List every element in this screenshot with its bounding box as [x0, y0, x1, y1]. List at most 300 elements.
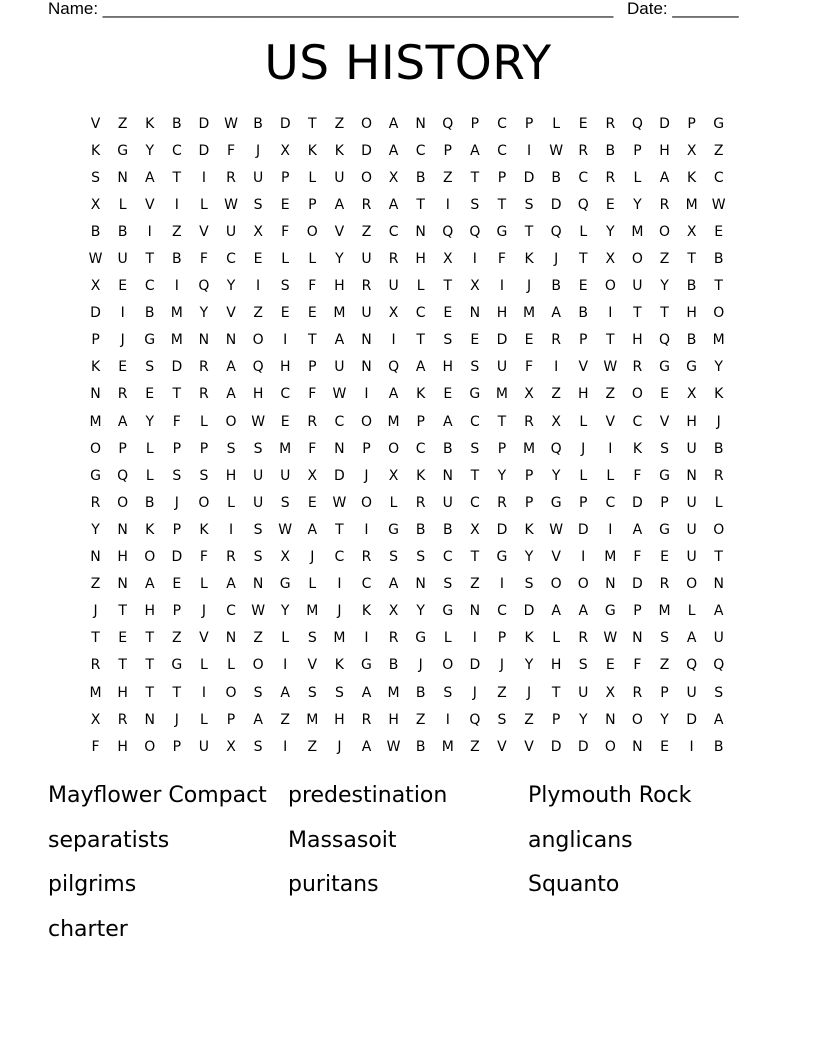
- grid-letter: G: [442, 603, 454, 620]
- grid-letter: W: [549, 521, 564, 538]
- grid-letter: Y: [524, 657, 534, 674]
- grid-letter: T: [687, 251, 696, 268]
- grid-letter: D: [632, 576, 643, 593]
- grid-letter: K: [90, 359, 101, 376]
- grid-letter: I: [608, 305, 613, 322]
- grid-letter: A: [442, 413, 453, 430]
- grid-letter: W: [278, 521, 293, 538]
- grid-letter: W: [251, 413, 266, 430]
- grid-letter: I: [201, 169, 206, 186]
- grid-letter: E: [280, 413, 290, 430]
- grid-letter: X: [551, 413, 561, 430]
- grid-letter: D: [523, 603, 535, 620]
- grid-letter: X: [470, 278, 480, 295]
- grid-letter: M: [306, 603, 319, 620]
- grid-letter: X: [442, 251, 453, 268]
- grid-letter: A: [415, 359, 426, 376]
- grid-letter: N: [713, 576, 724, 593]
- grid-letter: K: [334, 657, 344, 674]
- grid-letter: L: [714, 494, 723, 511]
- grid-letter: T: [524, 223, 534, 240]
- grid-letter: I: [472, 630, 477, 647]
- grid-letter: E: [172, 576, 182, 593]
- grid-letter: K: [714, 386, 724, 403]
- grid-letter: N: [469, 603, 481, 620]
- grid-letter: J: [310, 549, 315, 566]
- grid-letter: F: [226, 142, 236, 159]
- grid-letter: L: [606, 467, 615, 484]
- grid-letter: B: [90, 223, 101, 240]
- grid-letter: S: [91, 169, 100, 186]
- grid-letter: E: [605, 657, 615, 674]
- grid-letter: X: [280, 549, 290, 566]
- grid-letter: B: [713, 251, 724, 268]
- grid-letter: X: [280, 142, 290, 159]
- grid-letter: C: [605, 494, 616, 511]
- grid-letter: H: [117, 738, 128, 755]
- grid-letter: N: [90, 549, 101, 566]
- grid-letter: K: [687, 169, 697, 186]
- grid-letter: C: [361, 576, 372, 593]
- grid-letter: E: [578, 278, 588, 295]
- grid-letter: U: [117, 251, 128, 268]
- grid-letter: J: [581, 440, 586, 457]
- grid-letter: N: [415, 576, 426, 593]
- grid-letter: U: [252, 467, 264, 484]
- grid-letter: A: [388, 576, 399, 593]
- grid-letter: N: [605, 711, 616, 728]
- grid-letter: M: [495, 386, 508, 403]
- grid-letter: U: [334, 359, 345, 376]
- grid-letter: C: [442, 549, 453, 566]
- grid-letter: E: [307, 494, 317, 511]
- grid-letter: G: [415, 630, 427, 647]
- grid-letter: I: [364, 630, 369, 647]
- grid-letter: S: [226, 440, 236, 457]
- grid-letter: B: [605, 142, 616, 159]
- grid-letter: P: [579, 494, 588, 511]
- grid-letter: P: [687, 115, 696, 132]
- grid-letter: R: [415, 494, 426, 511]
- grid-letter: I: [120, 305, 125, 322]
- grid-letter: O: [686, 576, 698, 593]
- word-bank-item: Massasoit: [288, 827, 397, 853]
- grid-letter: I: [608, 521, 613, 538]
- grid-letter: K: [416, 386, 426, 403]
- grid-letter: P: [172, 521, 182, 538]
- grid-letter: C: [226, 251, 236, 268]
- grid-letter: Z: [253, 630, 263, 647]
- grid-letter: W: [332, 494, 347, 511]
- grid-letter: P: [172, 738, 182, 755]
- grid-letter: U: [578, 684, 589, 701]
- grid-letter: P: [660, 684, 669, 701]
- grid-letter: J: [201, 603, 206, 620]
- grid-letter: P: [362, 440, 371, 457]
- grid-letter: O: [144, 549, 156, 566]
- grid-letter: W: [251, 603, 266, 620]
- grid-letter: M: [441, 738, 454, 755]
- grid-letter: N: [225, 630, 237, 647]
- grid-letter: A: [334, 332, 345, 349]
- grid-letter: K: [632, 440, 643, 457]
- grid-letter: M: [89, 413, 102, 430]
- grid-letter: J: [174, 711, 179, 728]
- grid-letter: X: [388, 305, 399, 322]
- grid-letter: L: [416, 278, 425, 295]
- grid-letter: U: [632, 278, 643, 295]
- grid-letter: Q: [252, 359, 264, 376]
- grid-letter: Z: [442, 169, 453, 186]
- grid-letter: J: [93, 603, 98, 620]
- grid-letter: I: [445, 711, 450, 728]
- grid-letter: D: [171, 359, 183, 376]
- grid-letter: M: [523, 305, 536, 322]
- grid-letter: E: [660, 738, 669, 755]
- letter-grid: [82, 110, 732, 760]
- grid-letter: M: [170, 305, 183, 322]
- grid-letter: S: [280, 278, 290, 295]
- grid-letter: E: [118, 359, 128, 376]
- grid-letter: I: [472, 251, 477, 268]
- grid-letter: R: [713, 467, 724, 484]
- grid-letter: S: [443, 684, 453, 701]
- grid-letter: A: [334, 196, 345, 213]
- word-bank-item: Plymouth Rock: [528, 783, 692, 808]
- grid-letter: P: [470, 115, 480, 132]
- grid-letter: A: [388, 386, 399, 403]
- grid-letter: P: [660, 494, 669, 511]
- grid-letter: O: [631, 386, 643, 403]
- grid-letter: J: [526, 684, 532, 701]
- grid-letter: N: [442, 467, 453, 484]
- grid-letter: B: [713, 440, 724, 457]
- grid-letter: H: [144, 603, 155, 620]
- grid-letter: M: [387, 413, 400, 430]
- grid-letter: Z: [334, 115, 345, 132]
- grid-letter: R: [361, 278, 372, 295]
- grid-letter: T: [335, 521, 344, 538]
- grid-letter: G: [550, 494, 562, 511]
- grid-letter: A: [388, 196, 399, 213]
- grid-letter: T: [172, 684, 182, 701]
- grid-letter: R: [659, 576, 670, 593]
- grid-letter: T: [416, 332, 425, 349]
- grid-letter: M: [306, 711, 319, 728]
- grid-letter: Q: [686, 657, 698, 674]
- grid-letter: M: [604, 549, 617, 566]
- word-bank-item: separatists: [48, 827, 170, 853]
- grid-letter: K: [334, 142, 344, 159]
- grid-letter: Y: [497, 467, 507, 484]
- grid-letter: P: [497, 630, 507, 647]
- grid-letter: E: [443, 305, 453, 322]
- grid-letter: Q: [550, 223, 562, 240]
- grid-letter: G: [496, 549, 508, 566]
- grid-letter: D: [198, 142, 210, 159]
- grid-letter: U: [686, 494, 697, 511]
- grid-letter: T: [497, 413, 507, 430]
- grid-letter: B: [415, 738, 426, 755]
- grid-letter: C: [415, 305, 426, 322]
- grid-letter: A: [713, 603, 724, 620]
- grid-letter: X: [686, 386, 697, 403]
- grid-letter: P: [633, 142, 642, 159]
- grid-letter: I: [337, 576, 342, 593]
- grid-letter: T: [118, 603, 127, 620]
- grid-letter: V: [199, 630, 209, 647]
- grid-letter: V: [605, 413, 616, 430]
- grid-letter: A: [632, 521, 643, 538]
- grid-letter: S: [714, 684, 724, 701]
- grid-letter: O: [713, 305, 725, 322]
- grid-letter: C: [469, 413, 480, 430]
- grid-letter: R: [199, 359, 209, 376]
- grid-letter: O: [90, 440, 102, 457]
- grid-letter: G: [117, 142, 129, 159]
- grid-letter: T: [578, 251, 588, 268]
- grid-letter: L: [200, 576, 208, 593]
- grid-letter: Q: [713, 657, 725, 674]
- grid-letter: S: [497, 711, 507, 728]
- grid-letter: A: [144, 576, 155, 593]
- grid-letter: G: [90, 467, 101, 484]
- grid-letter: I: [283, 657, 288, 674]
- grid-letter: I: [364, 386, 369, 403]
- grid-letter: A: [361, 684, 372, 701]
- grid-letter: D: [198, 115, 210, 132]
- grid-letter: K: [90, 142, 101, 159]
- grid-letter: P: [551, 711, 561, 728]
- grid-letter: H: [550, 657, 562, 674]
- grid-letter: K: [145, 115, 155, 132]
- grid-letter: E: [470, 332, 480, 349]
- grid-letter: P: [91, 332, 100, 349]
- grid-letter: R: [199, 386, 209, 403]
- grid-letter: N: [117, 576, 128, 593]
- grid-letter: Y: [524, 549, 534, 566]
- grid-letter: O: [388, 440, 400, 457]
- grid-letter: I: [608, 440, 613, 457]
- grid-letter: K: [524, 630, 534, 647]
- grid-letter: A: [280, 684, 290, 701]
- grid-letter: T: [470, 549, 480, 566]
- grid-letter: T: [660, 305, 669, 322]
- grid-letter: I: [445, 196, 450, 213]
- grid-letter: P: [524, 115, 534, 132]
- grid-letter: R: [578, 630, 589, 647]
- grid-letter: T: [91, 630, 100, 647]
- grid-letter: Z: [307, 738, 318, 755]
- grid-letter: N: [117, 521, 128, 538]
- grid-letter: O: [360, 115, 372, 132]
- grid-letter: P: [524, 467, 534, 484]
- grid-letter: N: [361, 332, 372, 349]
- grid-letter: P: [416, 413, 425, 430]
- grid-letter: R: [632, 359, 643, 376]
- grid-letter: O: [713, 521, 725, 538]
- grid-letter: D: [469, 657, 481, 674]
- grid-letter: A: [659, 169, 670, 186]
- grid-letter: A: [253, 711, 263, 728]
- grid-letter: Z: [659, 657, 670, 674]
- grid-letter: C: [388, 223, 399, 240]
- grid-letter: G: [171, 657, 183, 674]
- grid-letter: Z: [172, 223, 182, 240]
- grid-letter: L: [200, 196, 208, 213]
- grid-letter: S: [199, 467, 209, 484]
- grid-letter: Y: [551, 467, 561, 484]
- grid-letter: K: [524, 251, 534, 268]
- grid-letter: N: [605, 576, 616, 593]
- grid-letter: Q: [469, 711, 481, 728]
- grid-letter: C: [280, 386, 291, 403]
- grid-letter: X: [226, 738, 236, 755]
- grid-letter: O: [225, 684, 237, 701]
- grid-letter: I: [364, 521, 369, 538]
- grid-letter: S: [524, 576, 534, 593]
- grid-letter: B: [713, 738, 724, 755]
- grid-letter: C: [497, 142, 507, 159]
- grid-letter: G: [659, 359, 670, 376]
- grid-letter: O: [550, 576, 562, 593]
- grid-letter: P: [308, 196, 317, 213]
- grid-letter: R: [90, 494, 101, 511]
- grid-letter: O: [144, 738, 156, 755]
- grid-letter: G: [279, 576, 291, 593]
- grid-letter: X: [470, 521, 480, 538]
- grid-letter: P: [199, 440, 209, 457]
- grid-letter: B: [172, 115, 182, 132]
- grid-letter: H: [442, 359, 454, 376]
- grid-letter: O: [306, 223, 318, 240]
- grid-letter: I: [689, 738, 694, 755]
- grid-letter: B: [551, 278, 561, 295]
- grid-letter: Y: [714, 359, 723, 376]
- grid-letter: N: [225, 332, 237, 349]
- grid-letter: O: [360, 169, 372, 186]
- grid-letter: R: [226, 169, 236, 186]
- grid-letter: L: [200, 711, 208, 728]
- grid-letter: M: [333, 630, 346, 647]
- grid-letter: J: [174, 494, 179, 511]
- grid-letter: L: [389, 494, 398, 511]
- grid-letter: Y: [145, 413, 155, 430]
- grid-letter: Z: [415, 711, 426, 728]
- grid-letter: J: [337, 738, 342, 755]
- grid-letter: I: [256, 278, 261, 295]
- grid-letter: D: [659, 115, 670, 132]
- grid-letter: N: [415, 223, 426, 240]
- grid-letter: R: [551, 332, 561, 349]
- grid-letter: S: [416, 549, 426, 566]
- grid-letter: R: [361, 711, 372, 728]
- grid-letter: K: [524, 521, 534, 538]
- grid-letter: O: [577, 576, 589, 593]
- grid-letter: V: [199, 223, 209, 240]
- grid-letter: F: [525, 359, 534, 376]
- grid-letter: Z: [470, 576, 480, 593]
- grid-letter: D: [686, 711, 697, 728]
- grid-letter: P: [172, 603, 182, 620]
- grid-letter: L: [687, 603, 696, 620]
- grid-letter: L: [200, 413, 208, 430]
- grid-letter: U: [388, 278, 399, 295]
- grid-letter: U: [361, 251, 372, 268]
- grid-letter: G: [469, 386, 481, 403]
- grid-letter: Y: [578, 711, 588, 728]
- grid-letter: D: [334, 467, 345, 484]
- grid-letter: A: [713, 711, 724, 728]
- grid-letter: R: [361, 549, 372, 566]
- grid-letter: T: [308, 332, 317, 349]
- grid-letter: F: [308, 440, 317, 457]
- grid-letter: L: [579, 413, 588, 430]
- grid-letter: B: [415, 169, 426, 186]
- grid-letter: B: [415, 521, 426, 538]
- grid-letter: L: [308, 576, 317, 593]
- grid-letter: F: [91, 738, 100, 755]
- grid-letter: T: [497, 196, 507, 213]
- grid-letter: U: [361, 305, 372, 322]
- grid-letter: I: [499, 278, 505, 295]
- grid-letter: X: [253, 223, 263, 240]
- grid-letter: H: [632, 332, 643, 349]
- grid-letter: M: [279, 440, 292, 457]
- grid-letter: V: [497, 738, 507, 755]
- grid-letter: O: [117, 494, 129, 511]
- grid-letter: R: [307, 413, 318, 430]
- name-field-label: Name: ______________________________________________________: [48, 0, 614, 18]
- grid-letter: W: [711, 196, 726, 213]
- grid-letter: C: [226, 603, 236, 620]
- grid-letter: X: [605, 251, 616, 268]
- grid-letter: U: [496, 359, 508, 376]
- grid-letter: G: [388, 521, 399, 538]
- page-title: US HISTORY: [264, 36, 552, 91]
- grid-letter: L: [227, 494, 235, 511]
- grid-letter: Q: [388, 359, 400, 376]
- grid-letter: V: [578, 359, 589, 376]
- grid-letter: Q: [631, 115, 643, 132]
- grid-letter: Q: [659, 332, 671, 349]
- grid-letter: S: [660, 440, 669, 457]
- grid-letter: U: [225, 223, 237, 240]
- grid-letter: V: [226, 305, 236, 322]
- grid-letter: Y: [416, 603, 425, 620]
- grid-letter: S: [660, 630, 669, 647]
- grid-letter: B: [442, 440, 453, 457]
- grid-letter: Z: [551, 386, 561, 403]
- grid-letter: C: [713, 169, 724, 186]
- grid-letter: P: [280, 169, 290, 186]
- grid-letter: O: [631, 711, 643, 728]
- grid-letter: E: [443, 386, 453, 403]
- date-field-label: Date: _______: [627, 0, 739, 18]
- grid-letter: S: [470, 359, 480, 376]
- grid-letter: B: [144, 305, 155, 322]
- header: [48, 0, 748, 20]
- grid-letter: S: [334, 684, 344, 701]
- grid-letter: W: [332, 386, 347, 403]
- grid-letter: O: [360, 413, 372, 430]
- grid-letter: K: [307, 142, 317, 159]
- word-bank-item: charter: [48, 916, 128, 942]
- grid-letter: A: [470, 142, 480, 159]
- grid-letter: B: [578, 305, 589, 322]
- grid-letter: H: [577, 386, 589, 403]
- grid-letter: S: [524, 196, 534, 213]
